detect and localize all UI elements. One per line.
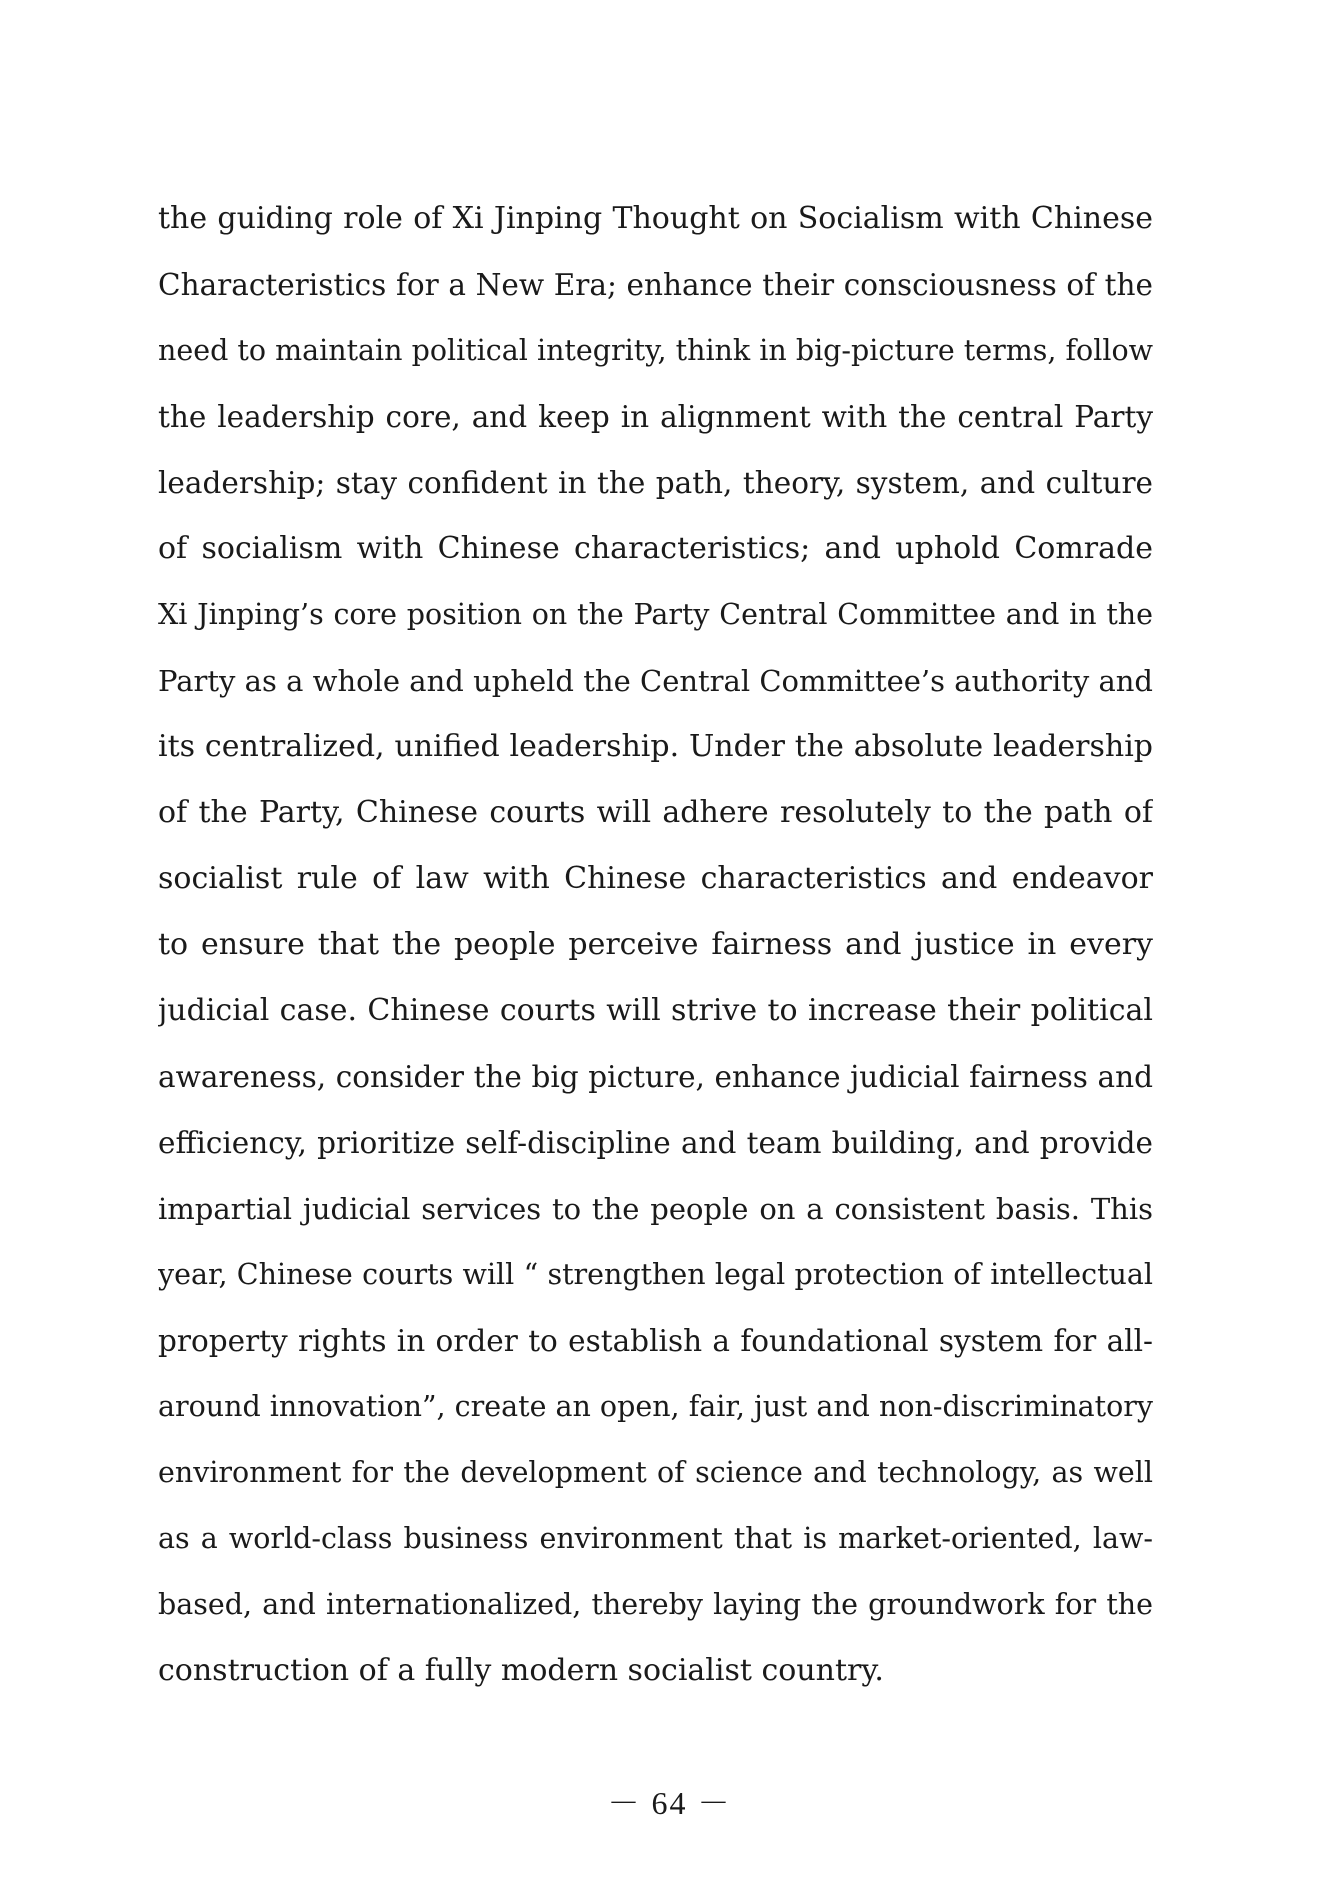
text-line: the leadership core, and keep in alignment with the central Party — [158, 400, 1153, 434]
text-line: property rights in order to establish a foundational system for all- — [158, 1324, 1153, 1358]
text-line: leadership; stay confident in the path, theory, system, and culture — [158, 466, 1153, 500]
text-line: Xi Jinping’s core position on the Party Central Committee and in the — [158, 598, 1153, 631]
text-line: efficiency, prioritize self-discipline and team building, and provide — [158, 1126, 1153, 1160]
text-line: Party as a whole and upheld the Central Committee’s authority and — [158, 664, 1153, 698]
body-paragraph — [158, 186, 1153, 1704]
text-line: Characteristics for a New Era; enhance their consciousness of the — [158, 268, 1153, 302]
text-line: to ensure that the people perceive fairness and justice in every — [158, 927, 1153, 962]
text-line: as a world-class business environment that is market-oriented, law- — [158, 1522, 1153, 1555]
text-line: socialist rule of law with Chinese characteristics and endeavor — [158, 861, 1153, 896]
text-line: awareness, consider the big picture, enhance judicial fairness and — [158, 1060, 1153, 1094]
text-line: need to maintain political integrity, think in big-picture terms, follow — [158, 334, 1153, 367]
page-number: － 64 － — [607, 1785, 732, 1821]
text-line: judicial case. Chinese courts will strive to increase their political — [158, 993, 1153, 1028]
text-line: environment for the development of science and technology, as well — [158, 1456, 1153, 1489]
text-line: around innovation”, create an open, fair, just and non-discriminatory — [158, 1390, 1153, 1423]
text-line: of socialism with Chinese characteristics; and uphold Comrade — [158, 531, 1153, 566]
text-line: its centralized, unified leadership. Under the absolute leadership — [158, 729, 1153, 764]
text-line: based, and internationalized, thereby laying the groundwork for the — [158, 1588, 1153, 1621]
text-line: impartial judicial services to the people on a consistent basis. This — [158, 1192, 1153, 1226]
text-line: the guiding role of Xi Jinping Thought on Socialism with Chinese — [158, 201, 1153, 236]
text-line-last: construction of a fully modern socialist country. — [158, 1653, 884, 1688]
text-line: of the Party, Chinese courts will adhere resolutely to the path of — [158, 795, 1153, 830]
text-line: year, Chinese courts will “ strengthen legal protection of intellectual — [158, 1258, 1153, 1291]
